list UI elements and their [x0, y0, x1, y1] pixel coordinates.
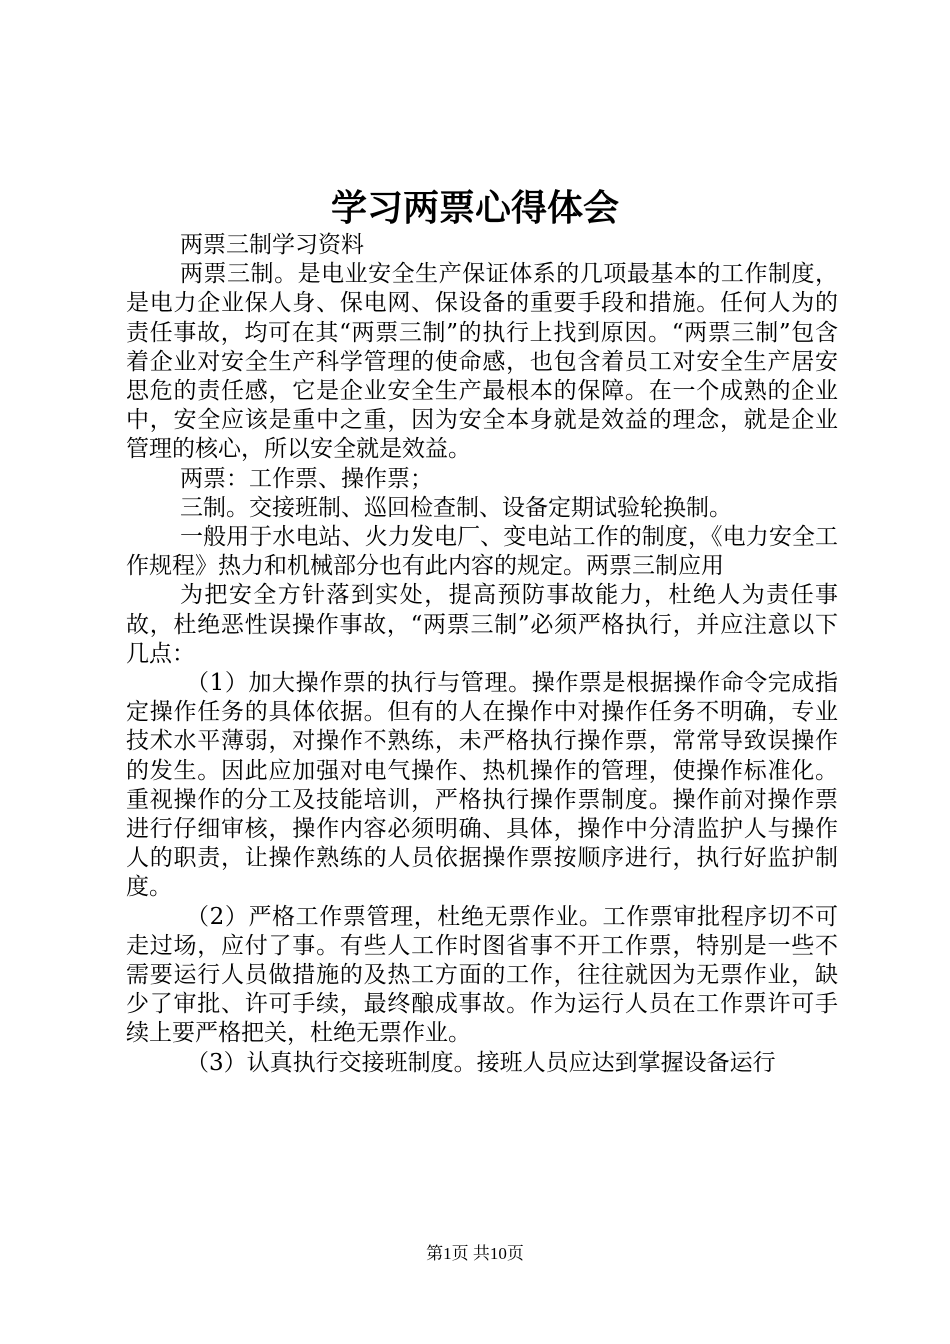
total-pages: 共10页 — [472, 1244, 524, 1263]
paragraph-point-3: （3）认真执行交接班制度。接班人员应达到掌握设备运行 — [186, 1049, 776, 1076]
document-title: 学习两票心得体会 — [330, 187, 619, 229]
paragraph-application-scope: 一般用于水电站、火力发电厂、变电站工作的制度，《电力安全工作规程》热力和机械部分也有此内容的规定。两票三制应用 — [126, 524, 838, 580]
paragraph-heading: 两票三制学习资料 — [180, 232, 364, 258]
paragraph-point-1: （1）加大操作票的执行与管理。操作票是根据操作命令完成指定操作任务的具体依据。但有的人在操作中对操作任务不明确，专业技术水平薄弱，对操作不熟练，未严格执行操作票，常常导致误操作的发生。因此应加强对电气操作、热机操作的管理，使操作标准化。重视操作的分工及技能培训，严格执行操作票制度。操作前对操作票进行仔细审核，操作内容必须明确、具体，操作中分清监护人与操作人的职责，让操作熟练的人员依据操作票按顺序进行，执行好监护制度。 — [126, 670, 838, 901]
paragraph-three-systems: 三制。交接班制、巡回检查制、设备定期试验轮换制。 — [180, 494, 732, 521]
paragraph-requirements: 为把安全方针落到实处，提高预防事故能力，杜绝人为责任事故，杜绝恶性误操作事故，“两票三制”必须严格执行，并应注意以下几点： — [126, 582, 838, 667]
document-body — [126, 231, 838, 1078]
page-footer — [0, 1243, 950, 1265]
paragraph-intro: 两票三制。是电业安全生产保证体系的几项最基本的工作制度，是电力企业保人身、保电网、保设备的重要手段和措施。任何人为的责任事故，均可在其“两票三制”的执行上找到原因。“两票三制”包含着企业对安全生产科学管理的使命感，也包含着员工对安全生产居安思危的责任感，它是企业安全生产最根本的保障。在一个成熟的企业中，安全应该是重中之重，因为安全本身就是效益的理念，就是企业管理的核心，所以安全就是效益。 — [126, 261, 838, 463]
paragraph-two-tickets: 两票：工作票、操作票； — [180, 465, 433, 492]
page-number: 第1页 — [426, 1244, 469, 1263]
paragraph-point-2: （2）严格工作票管理，杜绝无票作业。工作票审批程序切不可走过场，应付了事。有些人工作时图省事不开工作票，特别是一些不需要运行人员做措施的及热工方面的工作，往往就因为无票作业，缺少了审批、许可手续，最终酿成事故。作为运行人员在工作票许可手续上要严格把关，杜绝无票作业。 — [126, 903, 838, 1047]
